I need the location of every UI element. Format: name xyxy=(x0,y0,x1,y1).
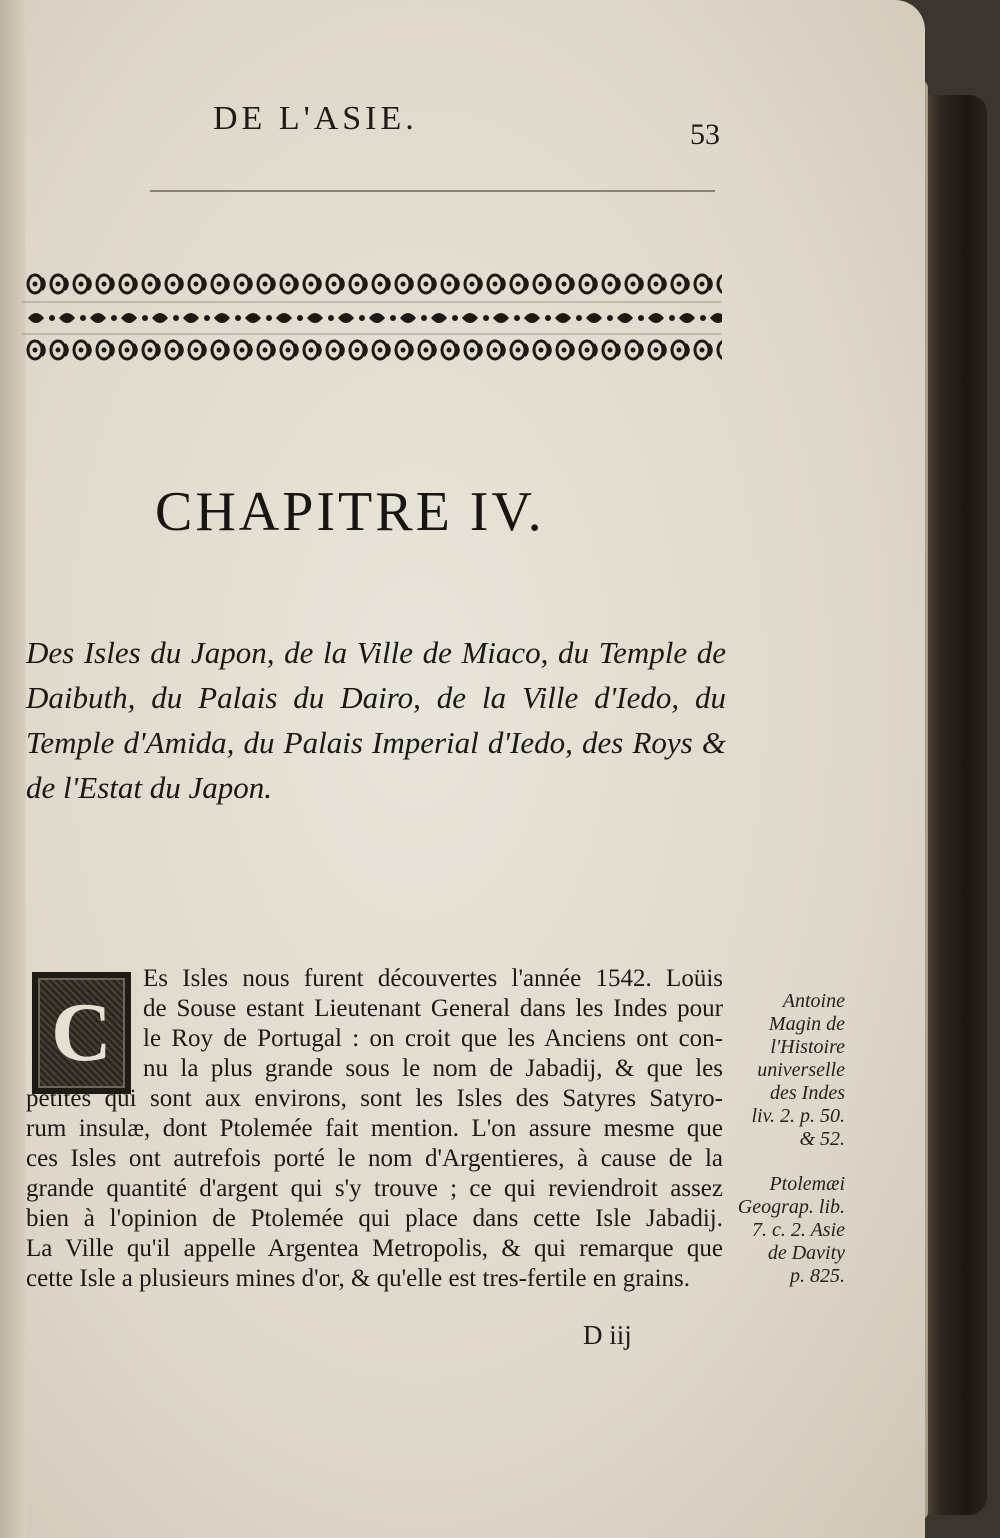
ornament-fleuron xyxy=(585,348,590,353)
ornament-fleuron xyxy=(586,313,602,323)
page-number: 53 xyxy=(690,118,720,151)
ornament-fleuron xyxy=(332,348,337,353)
ornament-fleuron xyxy=(447,282,452,287)
ornament-fleuron xyxy=(80,315,86,321)
ornament-band xyxy=(22,266,722,370)
ornament-fleuron xyxy=(710,313,722,323)
ornament-fleuron xyxy=(148,282,153,287)
ornament-fleuron xyxy=(121,313,137,323)
body-line: bien à l'opinion de Ptolemée qui place dans cette Isle Jabadij. xyxy=(26,1205,723,1232)
ornament-fleuron xyxy=(338,313,354,323)
ornament-fleuron xyxy=(493,313,509,323)
ornament-fleuron xyxy=(355,282,360,287)
ornament-fleuron xyxy=(286,348,291,353)
ornament-fleuron xyxy=(245,313,261,323)
ornament-fleuron xyxy=(700,282,705,287)
ornament-fleuron xyxy=(483,315,489,321)
ornament-fleuron xyxy=(90,313,106,323)
ornament-fleuron xyxy=(56,282,61,287)
ornament-fleuron xyxy=(235,315,241,321)
ornament-fleuron xyxy=(516,282,521,287)
ornament-fleuron xyxy=(214,313,230,323)
ornament-fleuron xyxy=(378,348,383,353)
ornament-fleuron xyxy=(309,282,314,287)
body-line: La Ville qu'il appelle Argentea Metropolis, & qui remarque que xyxy=(26,1235,723,1262)
ornament-fleuron xyxy=(424,282,429,287)
body-text xyxy=(26,964,723,1294)
ornament-fleuron xyxy=(631,282,636,287)
ornament-fleuron xyxy=(447,348,452,353)
ornament-fleuron xyxy=(470,348,475,353)
ornament-fleuron xyxy=(669,315,675,321)
ornament-fleuron xyxy=(125,348,130,353)
ornament-fleuron xyxy=(309,348,314,353)
ornament-fleuron xyxy=(183,313,199,323)
ornament-fleuron xyxy=(679,313,695,323)
ornament-fleuron xyxy=(585,282,590,287)
ornament-fleuron xyxy=(390,315,396,321)
ornament-fleuron xyxy=(452,315,458,321)
ornament-fleuron xyxy=(263,282,268,287)
ornament-fleuron xyxy=(493,348,498,353)
ornament-fleuron xyxy=(401,282,406,287)
margin-note: Ptolemæi Geograp. lib. 7. c. 2. Asie de Davity p. 825. xyxy=(737,1173,845,1287)
ornament-fleuron xyxy=(617,313,633,323)
ornament-fleuron xyxy=(240,348,245,353)
ornament-fleuron xyxy=(56,348,61,353)
ornament-fleuron xyxy=(369,313,385,323)
margin-notes xyxy=(730,990,845,1310)
ornament-fleuron xyxy=(332,282,337,287)
ornament-fleuron xyxy=(359,315,365,321)
ornament-fleuron xyxy=(171,348,176,353)
ornament-fleuron xyxy=(648,313,664,323)
body-line: grande quantité d'argent qui s'y trouve ; ce qui reviendroit assez xyxy=(26,1175,723,1202)
ornament-fleuron xyxy=(514,315,520,321)
ornament-fleuron xyxy=(240,282,245,287)
ornament-fleuron xyxy=(718,341,722,359)
ornament-fleuron xyxy=(700,348,705,353)
ornament-fleuron xyxy=(194,282,199,287)
ornament-fleuron xyxy=(424,348,429,353)
ornament-fleuron xyxy=(286,282,291,287)
ornament-fleuron xyxy=(59,313,75,323)
ornament-fleuron xyxy=(562,282,567,287)
body-line: petites qui sont aux environs, sont les Isles des Satyres Satyro- xyxy=(26,1085,723,1112)
drop-cap-letter: C xyxy=(51,986,112,1079)
chapter-subtitle: Des Isles du Japon, de la Ville de Miaco, du Temple de Daibuth, du Palais du Dairo, de la Ville d'Iedo, du Temple d'Amida, du Palais Imperial d'Iedo, des Roys & de l'Estat du Japon. xyxy=(26,635,726,805)
ornament-fleuron xyxy=(378,282,383,287)
ornament-fleuron xyxy=(102,348,107,353)
signature-mark: D iij xyxy=(583,1320,632,1350)
ornament-fleuron xyxy=(307,313,323,323)
ornament-fleuron xyxy=(171,282,176,287)
ornament-fleuron xyxy=(470,282,475,287)
ornament-fleuron xyxy=(539,282,544,287)
ornament-fleuron xyxy=(355,348,360,353)
page-gutter xyxy=(0,0,26,1538)
ornament-pattern xyxy=(22,275,722,359)
head-rule xyxy=(150,190,715,192)
ornament-fleuron xyxy=(125,282,130,287)
ornament-fleuron xyxy=(79,348,84,353)
ornament-fleuron xyxy=(266,315,272,321)
ornament-fleuron xyxy=(700,315,706,321)
ornament-fleuron xyxy=(677,282,682,287)
ornament-fleuron xyxy=(654,282,659,287)
ornament-fleuron xyxy=(677,348,682,353)
body-line: de Souse estant Lieutenant General dans les Indes pour xyxy=(143,995,723,1022)
ornament-fleuron xyxy=(194,348,199,353)
body-line: le Roy de Portugal : on croit que les Anciens ont con- xyxy=(143,1025,723,1052)
ornament-fleuron xyxy=(217,282,222,287)
body-line: nu la plus grande sous le nom de Jabadij, & que les xyxy=(143,1055,723,1082)
ornament-fleuron xyxy=(142,315,148,321)
ornament-fleuron xyxy=(576,315,582,321)
ornament-fleuron xyxy=(562,348,567,353)
ornament-fleuron xyxy=(431,313,447,323)
ornament-fleuron xyxy=(297,315,303,321)
ornament-fleuron xyxy=(102,282,107,287)
ornament-fleuron xyxy=(654,348,659,353)
ornament-fleuron xyxy=(607,315,613,321)
ornament-fleuron xyxy=(400,313,416,323)
ornament-fleuron xyxy=(462,313,478,323)
chapter-title: CHAPITRE IV. xyxy=(155,481,545,543)
ornament-fleuron xyxy=(33,282,38,287)
ornament-fleuron xyxy=(401,348,406,353)
ornament-fleuron xyxy=(545,315,551,321)
ornament-fleuron xyxy=(421,315,427,321)
ornament-fleuron xyxy=(555,313,571,323)
ornament-fleuron xyxy=(217,348,222,353)
body-line: ces Isles ont autrefois porté le nom d'Argentieres, à cause de la xyxy=(26,1145,723,1172)
ornament-fleuron xyxy=(152,313,168,323)
ornament-fleuron xyxy=(276,313,292,323)
ornament-fleuron xyxy=(33,348,38,353)
ornament-fleuron xyxy=(638,315,644,321)
ornament-fleuron xyxy=(516,348,521,353)
ornament-fleuron xyxy=(631,348,636,353)
ornament-fleuron xyxy=(148,348,153,353)
ornament-fleuron xyxy=(79,282,84,287)
body-line: rum insulæ, dont Ptolemée fait mention. L'on assure mesme que xyxy=(26,1115,723,1142)
ornament-fleuron xyxy=(493,282,498,287)
body-line: Es Isles nous furent découvertes l'année 1542. Loüis xyxy=(143,965,723,992)
margin-note: Antoine Magin de l'Histoire universelle des Indes liv. 2. p. 50. & 52. xyxy=(751,990,845,1150)
ornament-fleuron xyxy=(539,348,544,353)
ornament-fleuron xyxy=(328,315,334,321)
ornament-fleuron xyxy=(608,348,613,353)
ornament-fleuron xyxy=(263,348,268,353)
ornament-fleuron xyxy=(204,315,210,321)
ornament-fleuron xyxy=(718,275,722,293)
ornament-fleuron xyxy=(608,282,613,287)
ornament-fleuron xyxy=(28,313,44,323)
ornament-fleuron xyxy=(173,315,179,321)
ornament-fleuron xyxy=(111,315,117,321)
body-line: cette Isle a plusieurs mines d'or, & qu'elle est tres-fertile en grains. xyxy=(26,1265,691,1292)
ornament-fleuron xyxy=(49,315,55,321)
ornament-fleuron xyxy=(524,313,540,323)
running-head: DE L'ASIE. xyxy=(213,100,418,137)
